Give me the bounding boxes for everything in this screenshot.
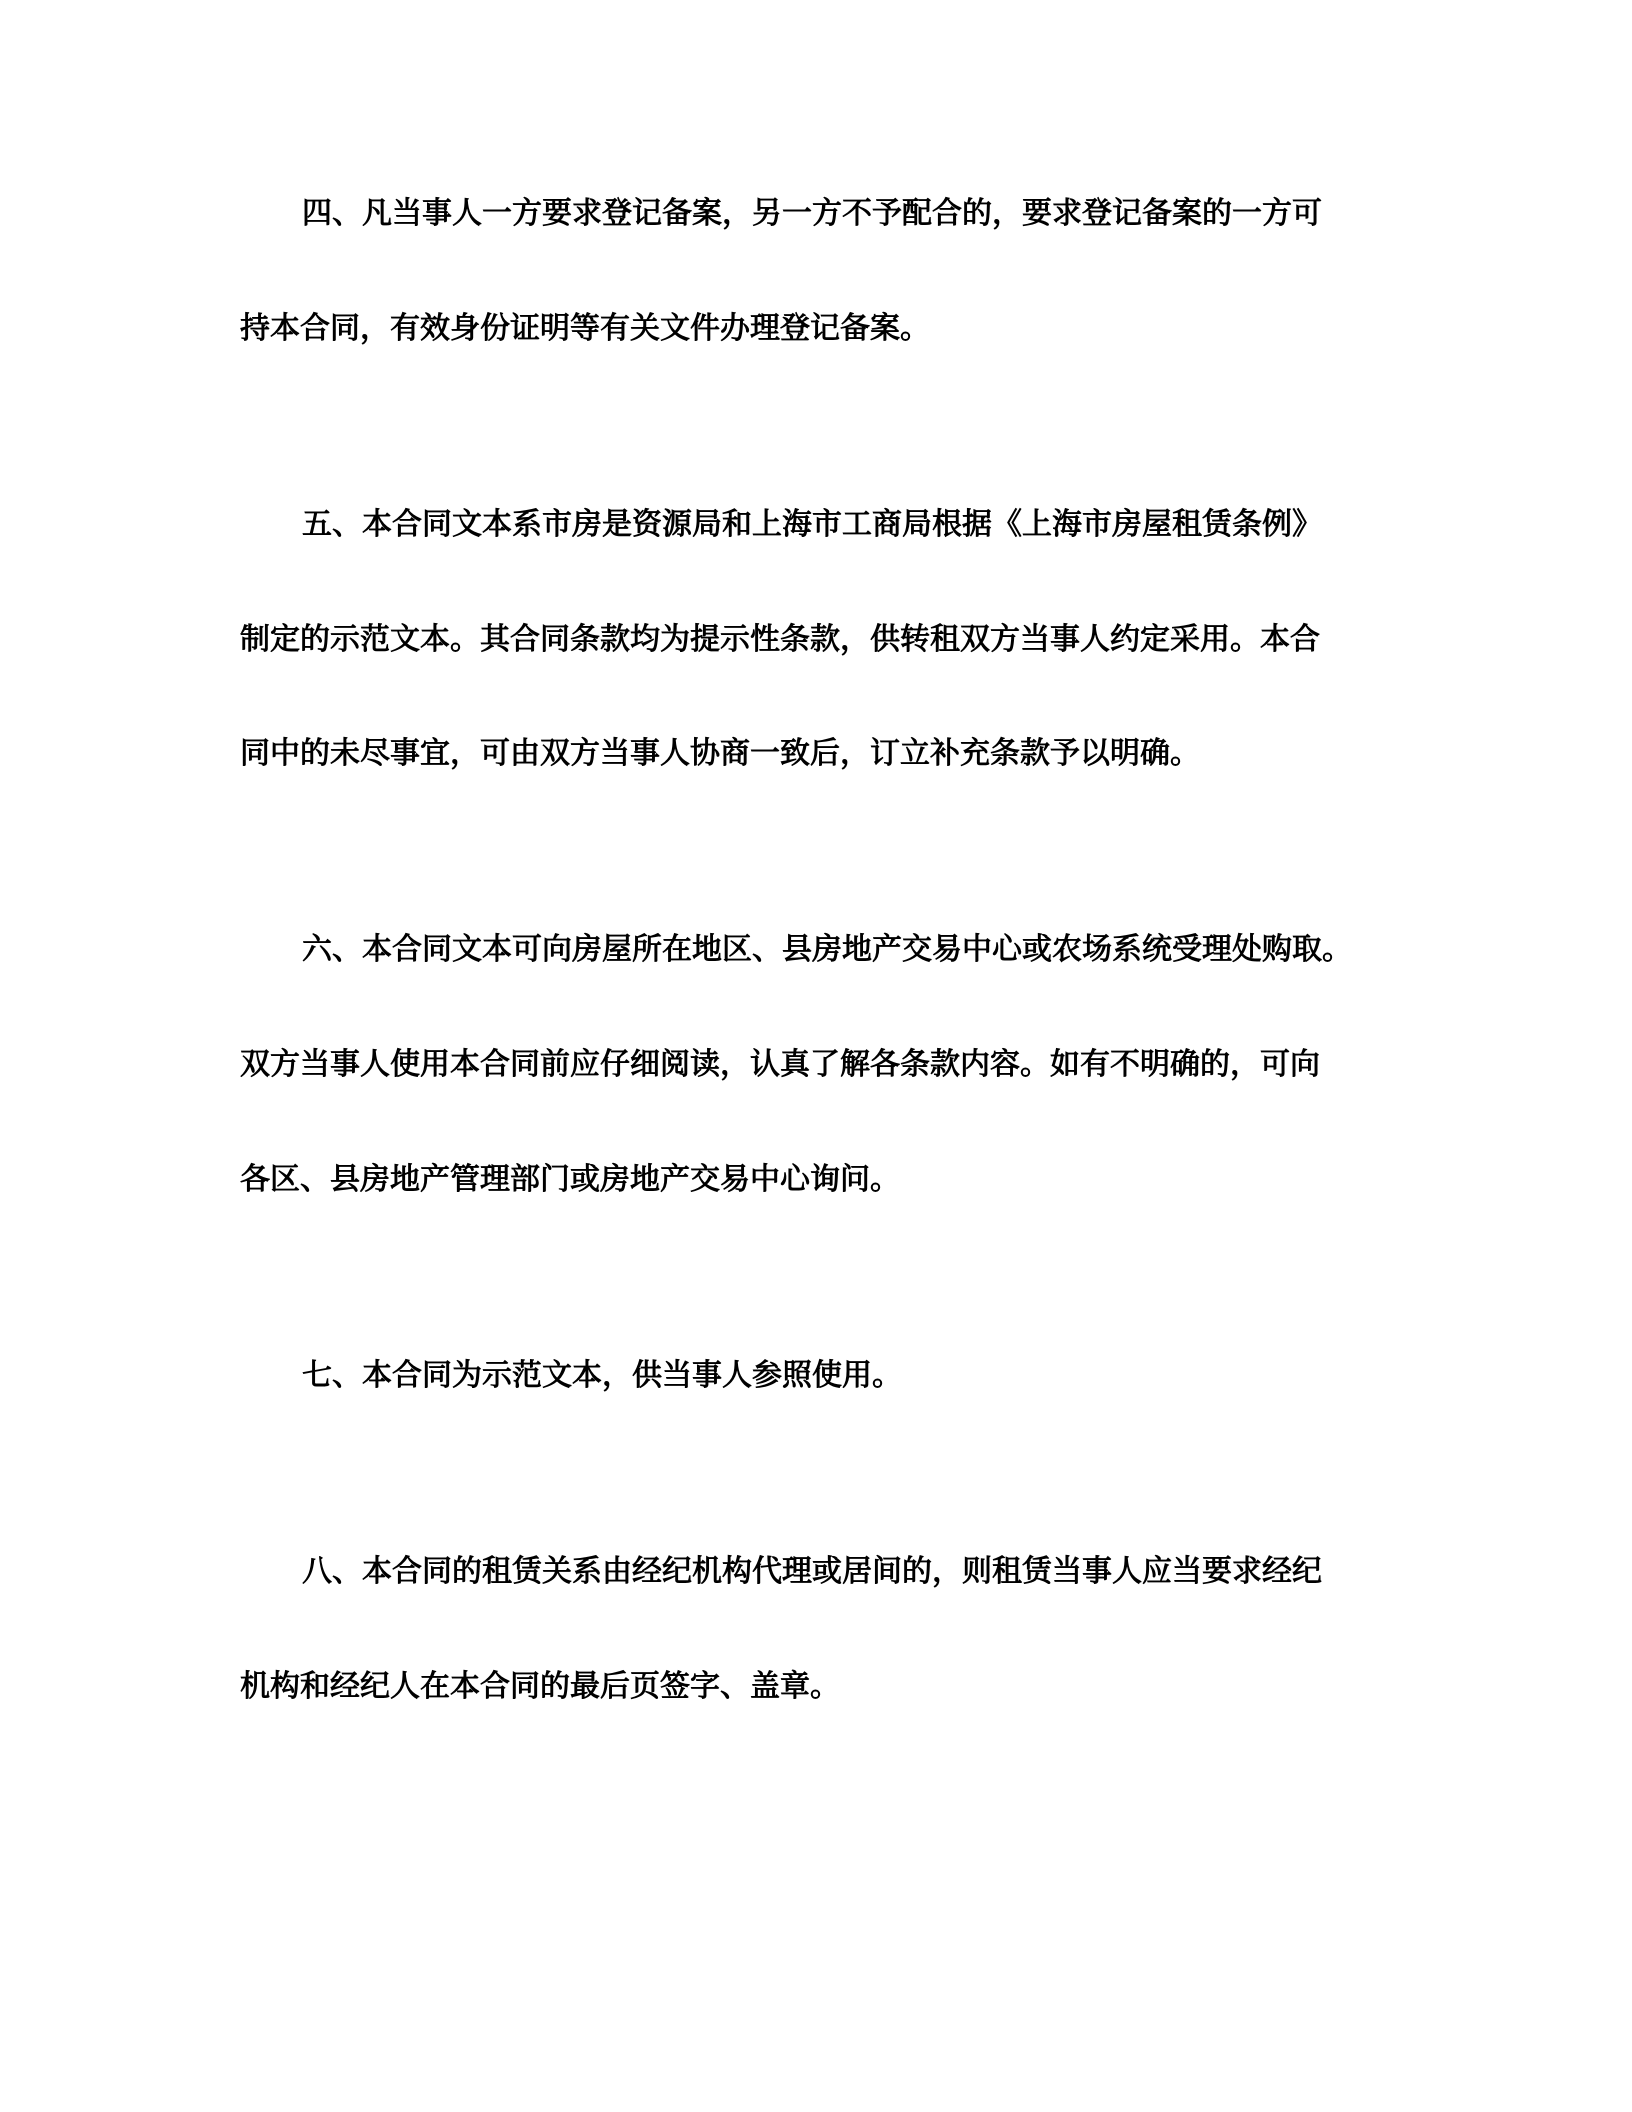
paragraph-line: 八、本合同的租赁关系由经纪机构代理或居间的，则租赁当事人应当要求经纪 [302,1554,1322,1589]
paragraph-line: 持本合同，有效身份证明等有关文件办理登记备案。 [240,311,930,346]
paragraph-line: 双方当事人使用本合同前应仔细阅读，认真了解各条款内容。如有不明确的，可向 [240,1047,1320,1082]
paragraph-line: 各区、县房地产管理部门或房地产交易中心询问。 [240,1162,900,1197]
paragraph-line: 五、本合同文本系市房是资源局和上海市工商局根据《上海市房屋租赁条例》 [302,507,1322,542]
paragraph-line: 机构和经纪人在本合同的最后页签字、盖章。 [240,1669,840,1704]
paragraph-line: 六、本合同文本可向房屋所在地区、县房地产交易中心或农场系统受理处购取。 [302,932,1352,967]
paragraph-line: 制定的示范文本。其合同条款均为提示性条款，供转租双方当事人约定采用。本合 [240,622,1320,657]
paragraph-line: 同中的未尽事宜，可由双方当事人协商一致后，订立补充条款予以明确。 [240,736,1200,771]
paragraph-line: 四、凡当事人一方要求登记备案，另一方不予配合的，要求登记备案的一方可 [302,196,1322,231]
paragraph-line: 七、本合同为示范文本，供当事人参照使用。 [302,1358,902,1393]
